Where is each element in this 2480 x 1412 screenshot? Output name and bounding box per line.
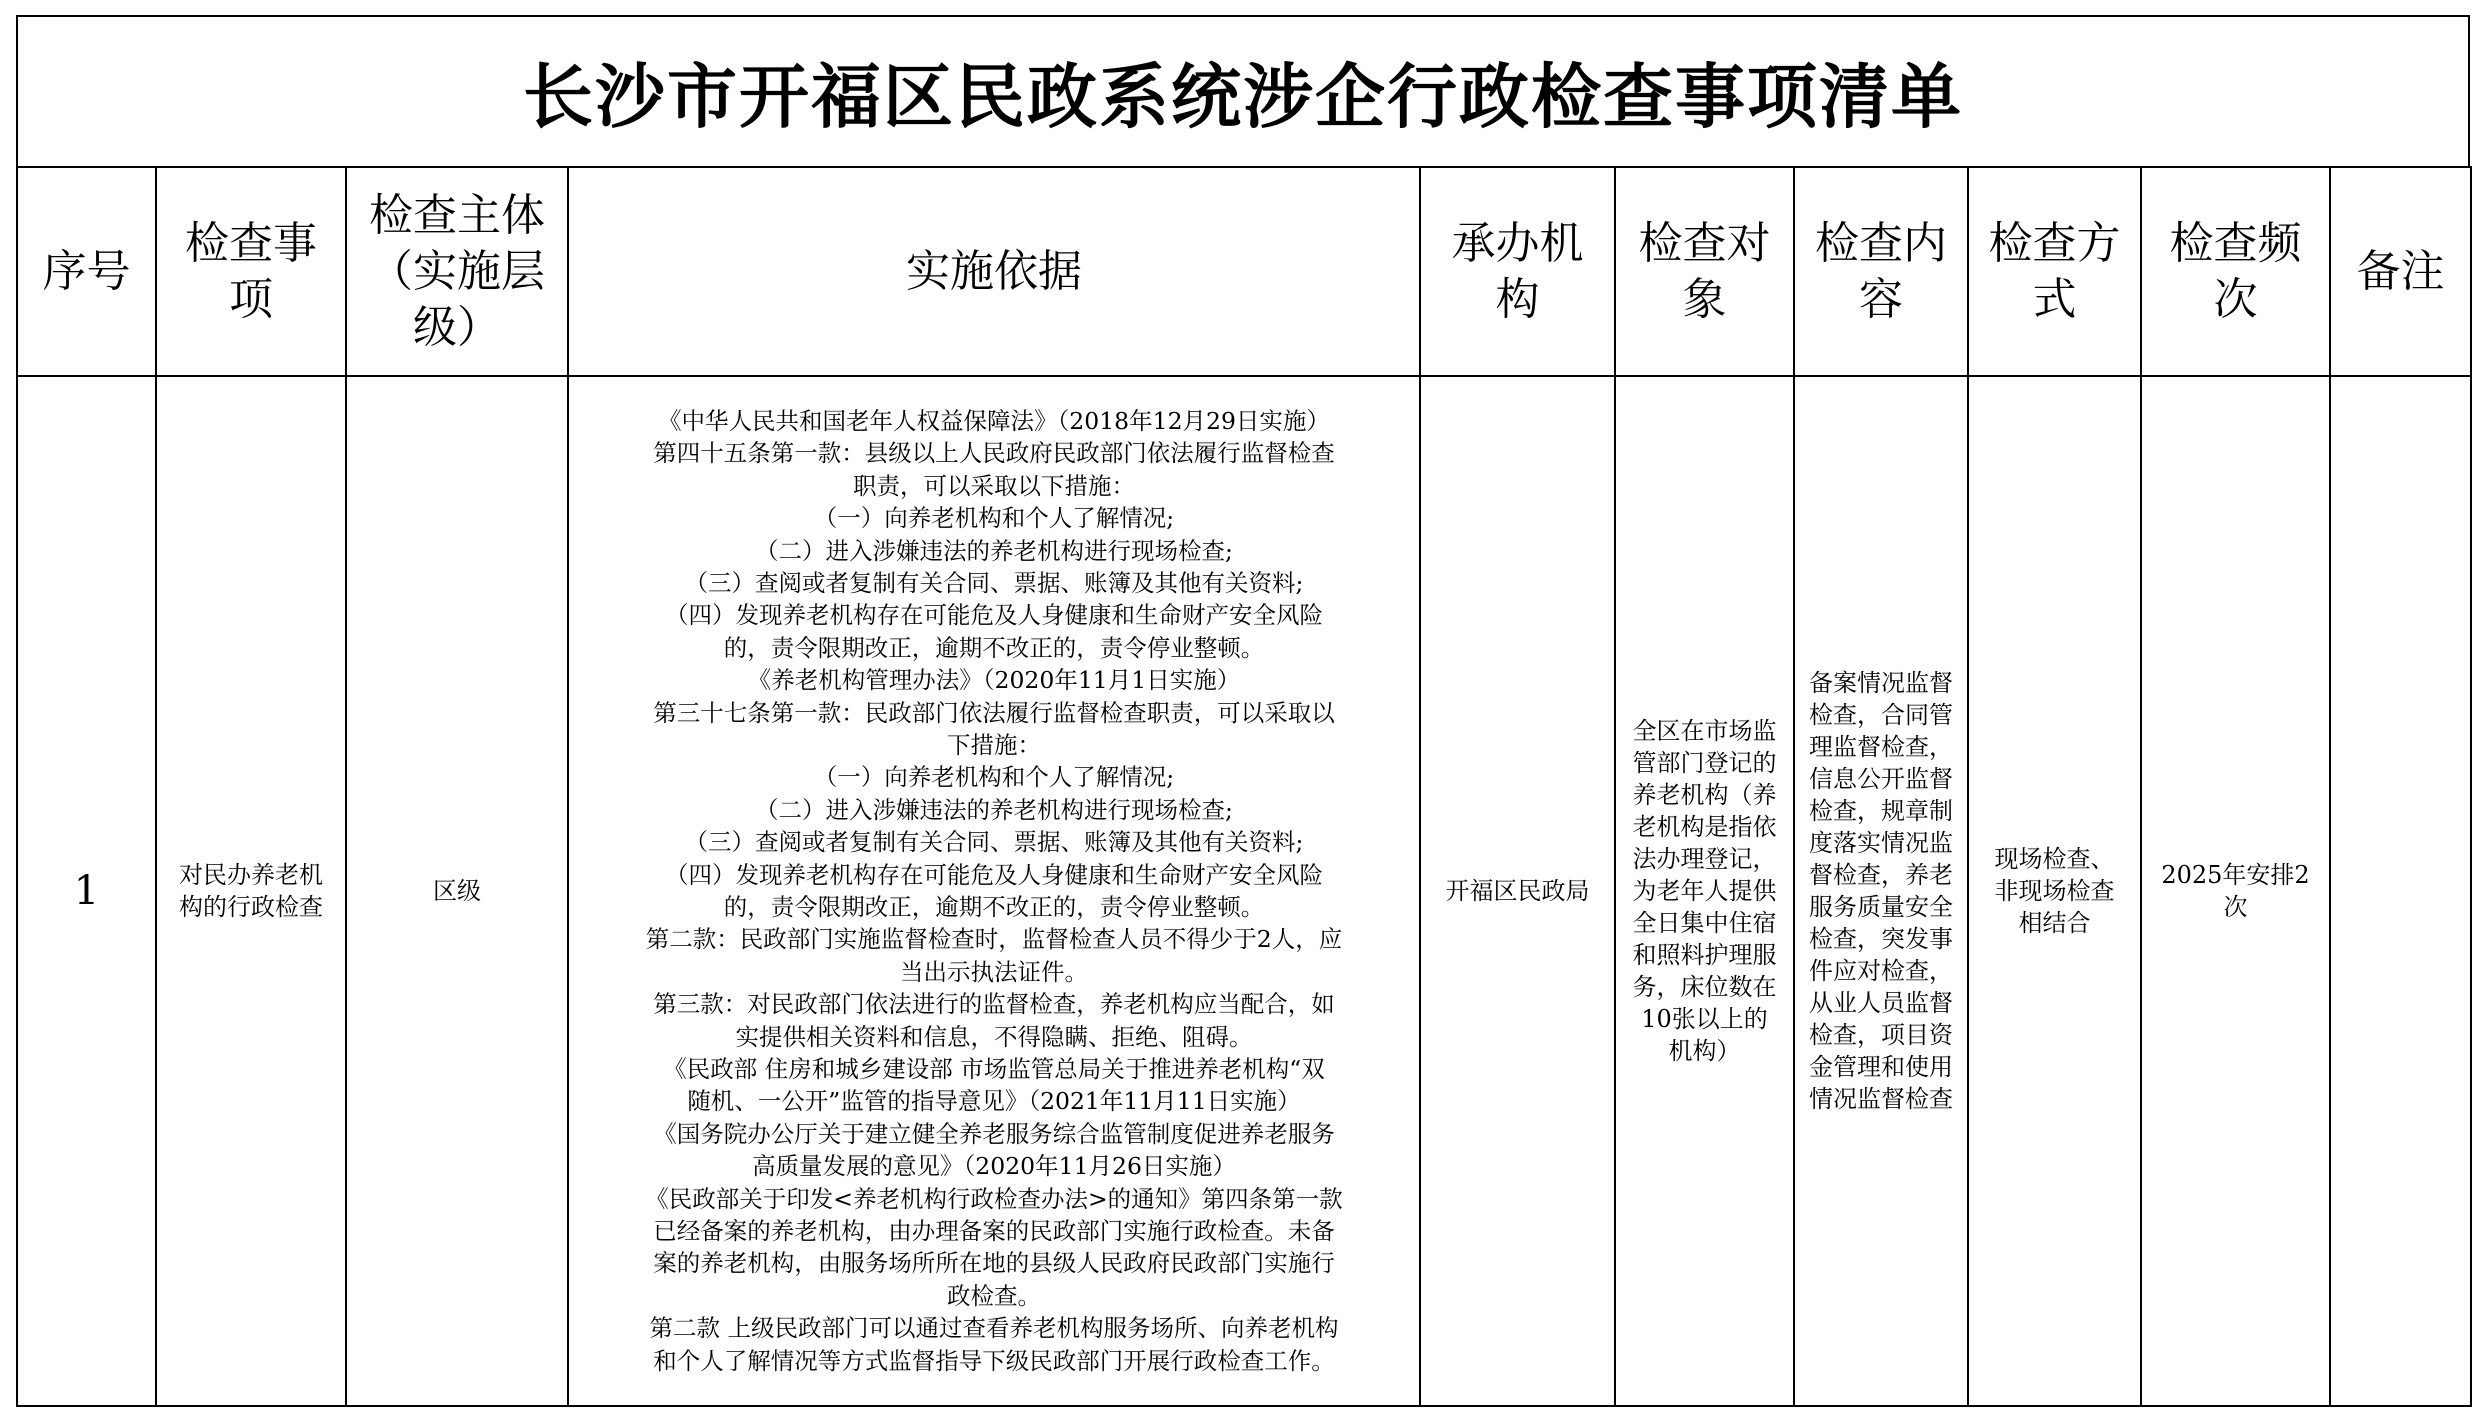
header-content: 检查内容 xyxy=(1794,167,1968,376)
basis-line: 职责，可以采取以下措施： xyxy=(853,471,1135,500)
inspection-table xyxy=(16,166,2472,1407)
cell-org: 开福区民政局 xyxy=(1420,376,1615,1406)
basis-line: 《民政部 住房和城乡建设部 市场监管总局关于推进养老机构“双 xyxy=(663,1055,1325,1084)
header-target: 检查对象 xyxy=(1615,167,1794,376)
table-row xyxy=(17,376,2471,1406)
basis-line: （二）进入涉嫌违法的养老机构进行现场检查; xyxy=(755,536,1233,565)
header-basis: 实施依据 xyxy=(568,167,1420,376)
basis-line: （二）进入涉嫌违法的养老机构进行现场检查; xyxy=(755,795,1233,824)
basis-line: 和个人了解情况等方式监督指导下级民政部门开展行政检查工作。 xyxy=(653,1346,1335,1375)
cell-subject: 区级 xyxy=(346,376,568,1406)
basis-line: 的，责令限期改正，逾期不改正的，责令停业整顿。 xyxy=(723,893,1265,921)
basis-line: 第三十七条第一款：民政部门依法履行监督检查职责，可以采取以 xyxy=(653,698,1335,727)
cell-method: 现场检查、非现场检查相结合 xyxy=(1968,376,2141,1406)
basis-line: 随机、一公开”监管的指导意见》（2021年11月11日实施） xyxy=(687,1087,1301,1116)
basis-line: （四）发现养老机构存在可能危及人身健康和生命财产安全风险 xyxy=(665,860,1323,889)
cell-content: 备案情况监督检查，合同管理监督检查，信息公开监督检查，规章制度落实情况监督检查，养老服务质量安全检查，突发事件应对检查，从业人员监督检查，项目资金管理和使用情况监督检查 xyxy=(1794,376,1968,1406)
basis-line: （三）查阅或者复制有关合同、票据、账簿及其他有关资料; xyxy=(684,828,1304,857)
basis-line: 政检查。 xyxy=(947,1281,1041,1310)
basis-line: 已经备案的养老机构，由办理备案的民政部门实施行政检查。未备 xyxy=(653,1217,1335,1246)
basis-line: （一）向养老机构和个人了解情况; xyxy=(813,763,1175,792)
basis-line: 《养老机构管理办法》（2020年11月1日实施） xyxy=(747,666,1241,695)
basis-line: （三）查阅或者复制有关合同、票据、账簿及其他有关资料; xyxy=(684,568,1304,597)
basis-line: （一）向养老机构和个人了解情况; xyxy=(813,504,1175,533)
cell-remark xyxy=(2330,376,2471,1406)
basis-line: 第二款：民政部门实施监督检查时，监督检查人员不得少于2人，应 xyxy=(645,925,1343,954)
basis-line: 《民政部关于印发<养老机构行政检查办法>的通知》第四条第一款 xyxy=(645,1184,1343,1213)
header-org: 承办机构 xyxy=(1420,167,1615,376)
header-method: 检查方式 xyxy=(1968,167,2141,376)
header-item: 检查事项 xyxy=(156,167,346,376)
basis-line: 当出示执法证件。 xyxy=(900,957,1088,986)
page-title: 长沙市开福区民政系统涉企行政检查事项清单 xyxy=(523,56,1963,138)
header-row xyxy=(17,167,2471,376)
basis-lines xyxy=(569,405,1419,1377)
header-remark: 备注 xyxy=(2330,167,2471,376)
basis-line: （四）发现养老机构存在可能危及人身健康和生命财产安全风险 xyxy=(665,601,1323,630)
basis-line: 的，责令限期改正，逾期不改正的，责令停业整顿。 xyxy=(723,633,1265,662)
basis-line: 实提供相关资料和信息，不得隐瞒、拒绝、阻碍。 xyxy=(735,1022,1253,1051)
header-frequency: 检查频次 xyxy=(2141,167,2330,376)
header-subject: 检查主体（实施层级） xyxy=(346,167,568,376)
basis-line: 《国务院办公厅关于建立健全养老服务综合监管制度促进养老服务 xyxy=(653,1119,1335,1148)
basis-line: 案的养老机构，由服务场所所在地的县级人民政府民政部门实施行 xyxy=(653,1249,1335,1278)
basis-line: 第二款 上级民政部门可以通过查看养老机构服务场所、向养老机构 xyxy=(649,1314,1339,1343)
header-seq: 序号 xyxy=(17,167,156,376)
basis-line: 高质量发展的意见》（2020年11月26日实施） xyxy=(752,1152,1236,1181)
cell-basis xyxy=(568,376,1420,1406)
cell-seq: 1 xyxy=(17,376,156,1406)
basis-line: 《中华人民共和国老年人权益保障法》（2018年12月29日实施） xyxy=(658,406,1330,435)
basis-line: 第三款：对民政部门依法进行的监督检查，养老机构应当配合，如 xyxy=(653,990,1335,1019)
basis-line: 第四十五条第一款：县级以上人民政府民政部门依法履行监督检查 xyxy=(653,439,1335,468)
basis-line: 下措施： xyxy=(947,730,1041,759)
cell-item: 对民办养老机构的行政检查 xyxy=(156,376,346,1406)
cell-frequency: 2025年安排2次 xyxy=(2141,376,2330,1406)
title-box xyxy=(16,15,2470,166)
cell-target: 全区在市场监管部门登记的养老机构（养老机构是指依法办理登记，为老年人提供全日集中住宿和照料护理服务，床位数在10张以上的机构） xyxy=(1615,376,1794,1406)
